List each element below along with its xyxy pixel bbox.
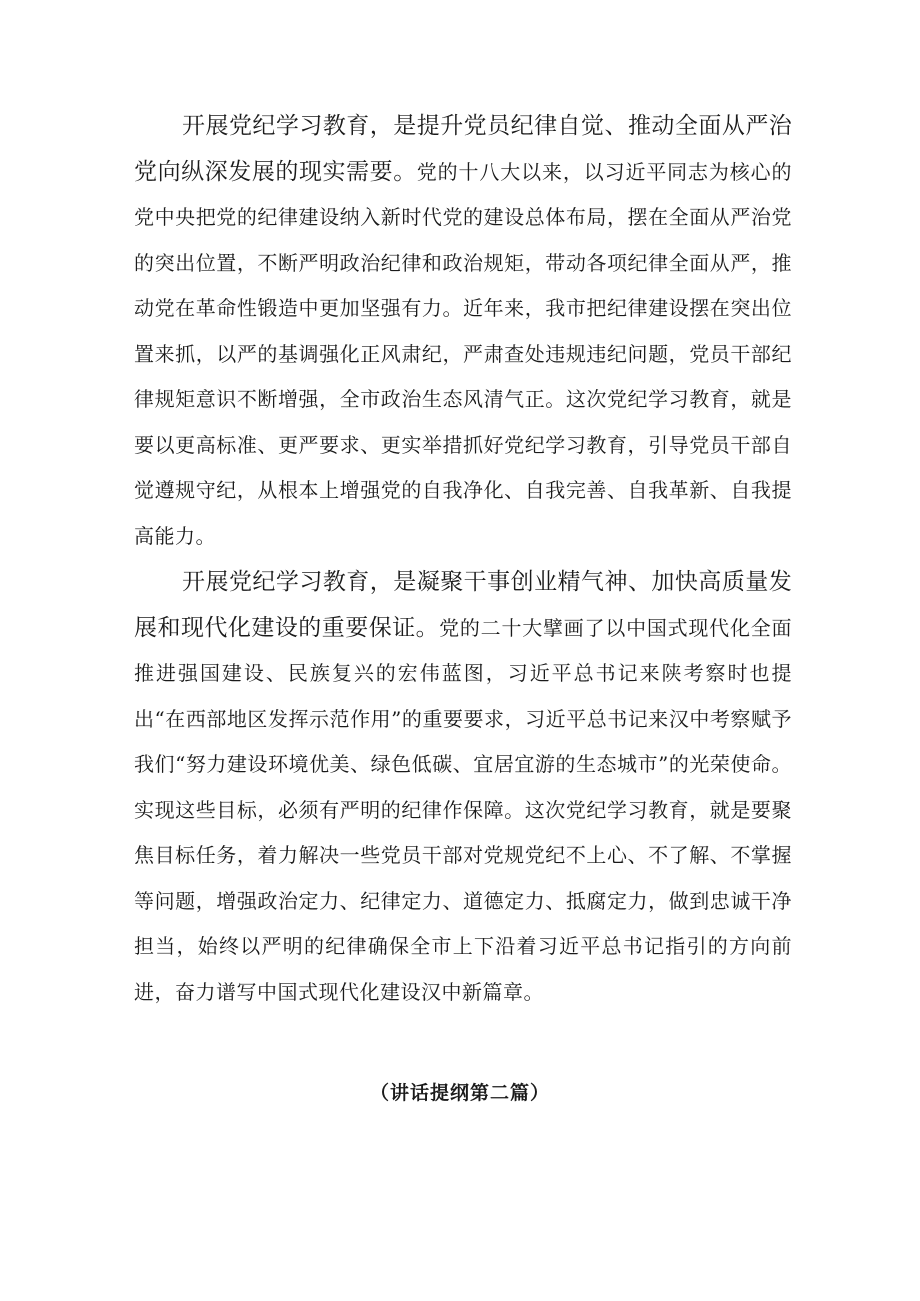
body-paragraph-1 — [134, 104, 792, 559]
section-heading: （讲话提纲第二篇） — [369, 1082, 550, 1104]
paragraph-1-lead-sentence: 开展党纪学习教育，是提升党员纪律自觉、推动全面从严治党向纵深发展的现实需要。 — [134, 113, 792, 185]
body-paragraph-2 — [134, 560, 792, 1015]
paragraph-2-lead-sentence: 开展党纪学习教育，是凝聚干事创业精气神、加快高质量发展和现代化建设的重要保证。 — [134, 569, 792, 641]
paragraph-2-body-text: 党的二十大擘画了以中国式现代化全面推进强国建设、民族复兴的宏伟蓝图，习近平总书记来陕考察时也提出“在西部地区发挥示范作用”的重要要求，习近平总书记来汉中考察赋予我们“努力建设环境优美、绿色低碳、宜居宜游的生态城市”的光荣使命。实现这些目标，必须有严明的纪律作保障。这次党纪学习教育，就是要聚焦目标任务，着力解决一些党员干部对党规党纪不上心、不了解、不掌握等问题，增强政治定力、纪律定力、道德定力、抵腐定力，做到忠诚干净担当，始终以严明的纪律确保全市上下沿着习近平总书记指引的方向前进，奋力谱写中国式现代化建设汉中新篇章。 — [134, 615, 792, 1004]
paragraph-1-body-text: 党的十八大以来，以习近平同志为核心的党中央把党的纪律建设纳入新时代党的建设总体布局，摆在全面从严治党的突出位置，不断严明政治纪律和政治规矩，带动各项纪律全面从严，推动党在革命性锻造中更加坚强有力。近年来，我市把纪律建设摆在突出位置来抓，以严的基调强化正风肃纪，严肃查处违规违纪问题，党员干部纪律规矩意识不断增强，全市政治生态风清气正。这次党纪学习教育，就是要以更高标准、更严要求、更实举措抓好党纪学习教育，引导党员干部自觉遵规守纪，从根本上增强党的自我净化、自我完善、自我革新、自我提高能力。 — [134, 159, 793, 548]
